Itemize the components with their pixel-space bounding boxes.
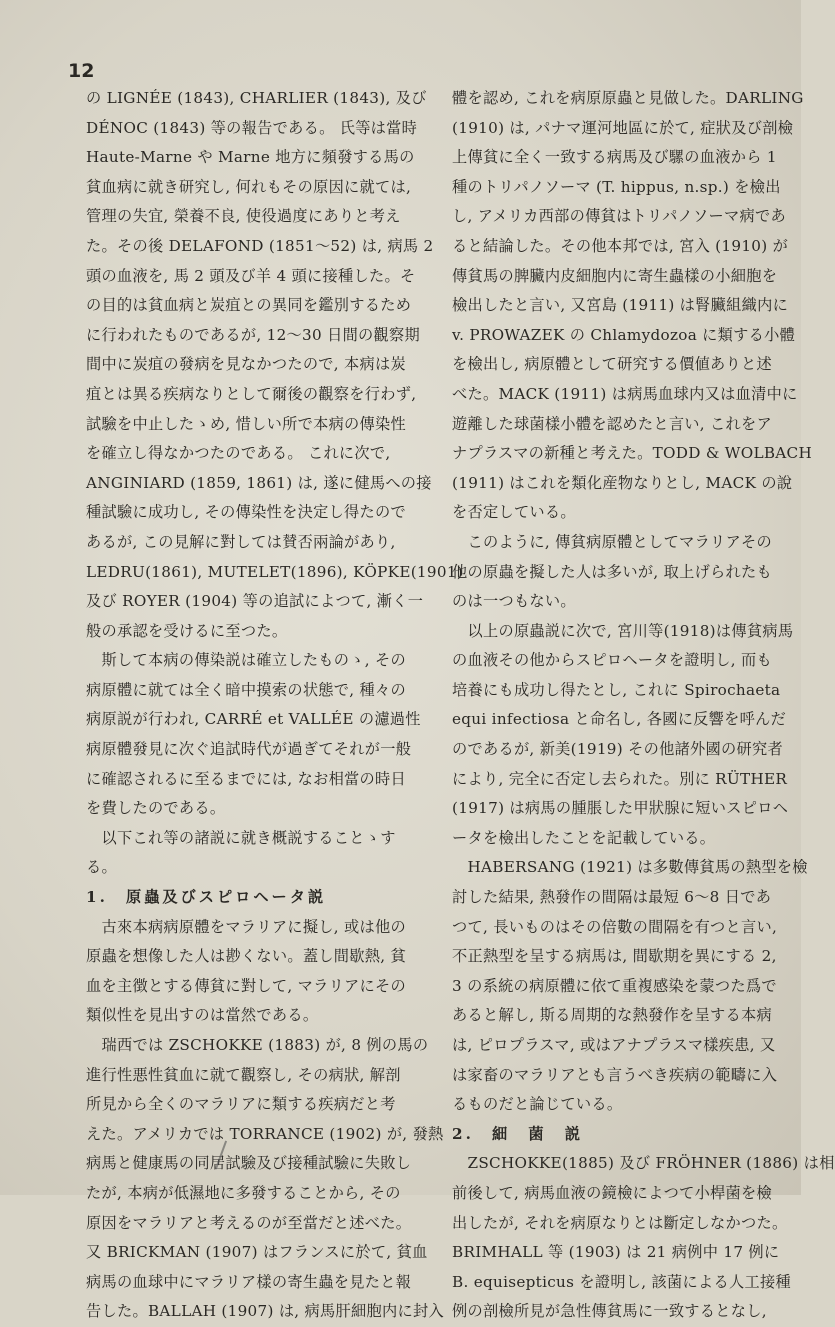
text-line: 病原説が行われ, CARRÉ et VALLÉE の濾過性 <box>86 710 421 729</box>
text-line: 斯して本病の傳染説は確立したものゝ, その <box>86 651 407 670</box>
text-line: 古來本病病原體をマラリアに擬し, 或は他の <box>86 917 407 936</box>
text-line: の LIGNÉE (1843), CHARLIER (1843), 及び <box>86 89 427 107</box>
text-line: を檢出し, 病原體として研究する價値ありと述 <box>452 355 773 374</box>
text-line: に行われたものであるが, 12〜30 日間の觀察期 <box>86 325 421 344</box>
text-line: B. equisepticus を證明し, 該菌による人工接種 <box>452 1272 791 1291</box>
text-line: DÉNOC (1843) 等の報告である。 氏等は當時 <box>86 118 418 137</box>
text-line: このように, 傳貧病原體としてマラリアその <box>452 532 773 551</box>
text-line: 種のトリパノソーマ (T. hippus, n.sp.) を檢出 <box>452 177 781 196</box>
text-line: 病原體に就ては全く暗中摸索の状態で, 種々の <box>86 680 407 699</box>
text-line: あるが, この見解に對しては賛否兩論があり, <box>86 532 396 551</box>
text-line: 又 BRICKMAN (1907) はフランスに於て, 貧血 <box>86 1243 428 1262</box>
text-line: ZSCHOKKE(1885) 及び FRÖHNER (1886) は相 <box>452 1154 835 1173</box>
text-line: 3 の系統の病原體に依て重複感染を蒙つた爲で <box>452 976 777 995</box>
text-line: ると結論した。その他本邦では, 宮入 (1910) が <box>452 236 789 255</box>
text-line: ANGINIARD (1859, 1861) は, 遂に健馬への接 <box>86 473 432 492</box>
text-line: Haute-Marne や Marne 地方に頻發する馬の <box>86 148 415 167</box>
text-line: を否定している。 <box>452 503 576 522</box>
text-line: equi infectiosa と命名し, 各國に反響を呼んだ <box>452 710 787 729</box>
text-line: 試驗を中止したゝめ, 惜しい所で本病の傳染性 <box>86 414 407 433</box>
text-line: のであるが, 新美(1919) その他諸外國の研究者 <box>452 740 783 759</box>
text-line: あると解し, 斯る周期的な熱發作を呈する本病 <box>452 1006 773 1025</box>
text-line: 管理の失宜, 榮養不良, 使役過度にありと考え <box>86 207 401 226</box>
text-line: により, 完全に否定し去られた。別に RÜTHER <box>452 769 788 788</box>
text-line: (1911) はこれを類化産物なりとし, MACK の說 <box>452 473 793 492</box>
text-line: 以下これ等の諸説に就き概説することゝす <box>86 828 396 847</box>
text-line: の血液その他からスピロヘータを證明し, 而も <box>452 651 773 670</box>
text-line: 瑞西では ZSCHOKKE (1883) が, 8 例の馬の <box>86 1036 429 1054</box>
text-line: 病馬の血球中にマラリア樣の寄生蟲を見たと報 <box>86 1272 412 1291</box>
text-line: 原蟲を想像した人は尠くない。蓋し間歇熱, 貧 <box>86 947 407 966</box>
text-line: し, アメリカ西部の傳貧はトリパノソーマ病であ <box>452 207 786 226</box>
text-line: 疽とは異る疾病なりとして爾後の觀察を行わず, <box>86 384 417 403</box>
text-line: に確認されるに至るまでには, なお相當の時日 <box>86 769 407 788</box>
text-line: 間中に炭疽の發病を見なかつたので, 本病は炭 <box>86 355 407 374</box>
text-line: 原因をマラリアと考えるのが至當だと述べた。 <box>86 1213 412 1232</box>
text-line: 告した。BALLAH (1907) は, 病馬肝細胞内に封入 <box>86 1302 444 1321</box>
text-line: 不正熱型を呈する病馬は, 間歇期を異にする 2, <box>452 947 777 966</box>
text-line: 病原體發見に次ぐ追試時代が過ぎてそれが一般 <box>86 740 412 759</box>
text-line: 出したが, それを病原なりとは斷定しなかつた。 <box>452 1213 788 1232</box>
section-heading: 1. 原蟲及びスピロヘータ説 <box>86 888 327 907</box>
text-line: 例の剖檢所見が急性傳貧馬に一致するとなし, <box>452 1302 767 1321</box>
text-line: は家畜のマラリアとも言うべき疾病の範疇に入 <box>452 1065 778 1084</box>
text-line: ナプラスマの新種と考えた。TODD & WOLBACH <box>452 444 813 463</box>
text-line: る。 <box>86 858 117 877</box>
page-number: 12 <box>68 60 95 82</box>
section-heading: 2. 細 菌 説 <box>452 1124 583 1143</box>
text-line: (1917) は病馬の腫脹した甲狀腺に短いスピロヘ <box>452 799 789 818</box>
text-line: 頭の血液を, 馬 2 頭及び羊 4 頭に接種した。そ <box>86 266 416 285</box>
text-line: つて, 長いものはその倍數の間隔を有つと言い, <box>452 917 778 936</box>
text-line: を費したのである。 <box>86 799 226 818</box>
text-line: 體を認め, これを病原原蟲と見做した。DARLING <box>452 89 804 107</box>
text-line: HABERSANG (1921) は多數傳貧馬の熱型を檢 <box>452 858 808 877</box>
text-line: 討した結果, 熱發作の間隔は最短 6〜8 日であ <box>452 888 772 907</box>
text-line: 他の原蟲を擬した人は多いが, 取上げられたも <box>452 562 773 581</box>
text-line: を確立し得なかつたのである。 これに次で, <box>86 444 391 463</box>
text-line: た。その後 DELAFOND (1851〜52) は, 病馬 2 <box>86 236 434 255</box>
text-line: べた。MACK (1911) は病馬血球内又は血清中に <box>452 384 798 403</box>
text-line: 血を主徴とする傳貧に對して, マラリアにその <box>86 976 407 995</box>
text-line: v. PROWAZEK の Chlamydozoa に類する小體 <box>452 325 796 344</box>
text-line: 進行性悪性貧血に就て觀察し, その病狀, 解剖 <box>86 1065 401 1084</box>
text-line: 病馬と健康馬の同居試驗及び接種試驗に失敗し <box>86 1154 412 1173</box>
text-line: の目的は貧血病と炭疽との異同を鑑別するため <box>86 296 412 315</box>
text-line: るものだと論じている。 <box>452 1095 623 1114</box>
text-line: (1910) は, パナマ運河地區に於て, 症狀及び剖檢 <box>452 118 794 137</box>
text-line: 所見から全くのマラリアに類する疾病だと考 <box>86 1095 396 1114</box>
text-line: LEDRU(1861), MUTELET(1896), KÖPKE(1901) <box>86 562 464 581</box>
text-line: のは一つもない。 <box>452 592 576 611</box>
text-line: えた。アメリカでは TORRANCE (1902) が, 發熱 <box>86 1124 444 1143</box>
text-line: 前後して, 病馬血液の鏡檢によつて小桿菌を檢 <box>452 1183 773 1202</box>
text-line: 種試驗に成功し, その傳染性を決定し得たので <box>86 503 407 522</box>
text-line: 類似性を見出すのは當然である。 <box>86 1006 319 1025</box>
text-line: ータを檢出したことを記載している。 <box>452 828 716 847</box>
text-line: 傳貧馬の脾臟内皮細胞内に寄生蟲樣の小細胞を <box>452 266 778 285</box>
text-line: 貧血病に就き研究し, 何れもその原因に就ては, <box>86 177 412 196</box>
text-line: 檢出したと言い, 又宮島 (1911) は腎臟組織内に <box>452 296 789 315</box>
text-line: 培養にも成功し得たとし, これに Spirochaeta <box>452 680 781 699</box>
text-line: BRIMHALL 等 (1903) は 21 病例中 17 例に <box>452 1243 780 1262</box>
text-line: は, ピロプラスマ, 或はアナプラスマ樣疾患, 又 <box>452 1036 776 1054</box>
right-text-column <box>452 84 835 1327</box>
text-line: 般の承認を受けるに至つた。 <box>86 621 288 640</box>
text-line: 遊離した球菌樣小體を認めたと言い, これをア <box>452 414 773 433</box>
left-text-column <box>86 84 464 1327</box>
text-line: たが, 本病が低濕地に多發することから, その <box>86 1183 401 1202</box>
text-line: 上傳貧に全く一致する病馬及び騾の血液から 1 <box>452 148 777 167</box>
text-line: 及び ROYER (1904) 等の追試によつて, 漸く一 <box>86 592 424 611</box>
text-line: 以上の原蟲説に次で, 宮川等(1918)は傳貧病馬 <box>452 621 794 640</box>
